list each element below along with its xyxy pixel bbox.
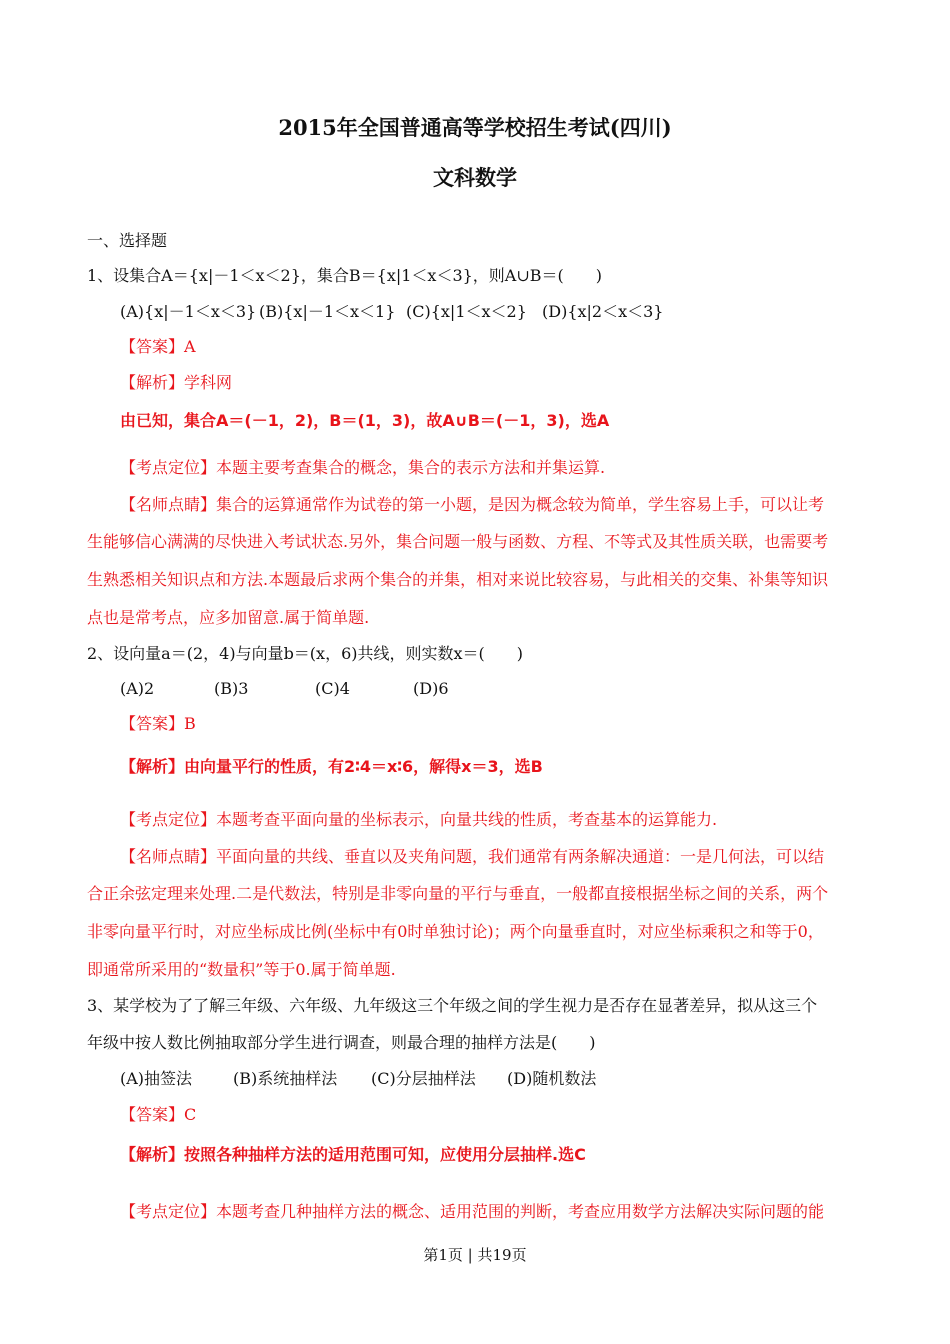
question-1-analysis: 由已知，集合A＝(－1，2)，B＝(1，3)，故A∪B＝(－1，3)，选A bbox=[120, 411, 610, 430]
question-2-option-b: (B)3 bbox=[214, 679, 249, 698]
question-1-comment-line: 生熟悉相关知识点和方法.本题最后求两个集合的并集，相对来说比较容易，与此相关的交集、补集等知识 bbox=[87, 570, 829, 589]
question-1-option-b: (B){x|－1＜x＜1} bbox=[259, 302, 396, 321]
question-1-option-a: (A){x|－1＜x＜3} bbox=[120, 302, 257, 321]
question-2-focus: 【考点定位】本题考查平面向量的坐标表示，向量共线的性质，考查基本的运算能力. bbox=[120, 810, 718, 829]
question-2-comment-line: 即通常所采用的“数量积”等于0.属于简单题. bbox=[87, 960, 396, 979]
question-2-option-c: (C)4 bbox=[315, 679, 350, 698]
question-1-answer: 【答案】A bbox=[120, 337, 196, 356]
question-3-option-a: (A)抽签法 bbox=[120, 1069, 193, 1088]
question-2-stem: 2、设向量a＝(2，4)与向量b＝(x，6)共线，则实数x＝( ) bbox=[87, 644, 524, 663]
question-3-option-b: (B)系统抽样法 bbox=[233, 1069, 338, 1088]
question-2-comment-line: 非零向量平行时，对应坐标成比例(坐标中有0时单独讨论)；两个向量垂直时，对应坐标乘积之和等于0， bbox=[87, 922, 824, 941]
question-2-option-a: (A)2 bbox=[120, 679, 155, 698]
question-1-comment-line: 点也是常考点，应多加留意.属于简单题. bbox=[87, 608, 370, 627]
question-2-comment-line: 【名师点睛】平面向量的共线、垂直以及夹角问题，我们通常有两条解决通道：一是几何法，可以结 bbox=[120, 847, 825, 866]
question-1-option-d: (D){x|2＜x＜3} bbox=[542, 302, 664, 321]
question-2-answer: 【答案】B bbox=[120, 714, 196, 733]
question-1-focus: 【考点定位】本题主要考查集合的概念，集合的表示方法和并集运算. bbox=[120, 458, 606, 477]
document-subtitle: 文科数学 bbox=[433, 165, 517, 190]
question-2-analysis: 【解析】由向量平行的性质，有2∶4＝x∶6，解得x＝3，选B bbox=[120, 757, 543, 776]
page-footer: 第1页 | 共19页 bbox=[423, 1246, 527, 1264]
question-1-comment-line: 【名师点睛】集合的运算通常作为试卷的第一小题，是因为概念较为简单，学生容易上手，可以让考 bbox=[120, 495, 825, 514]
question-3-stem-line: 3、某学校为了了解三年级、六年级、九年级这三个年级之间的学生视力是否存在显著差异，拟从这三个 bbox=[87, 996, 818, 1015]
question-2-comment-line: 合正余弦定理来处理.二是代数法，特别是非零向量的平行与垂直，一般都直接根据坐标之间的关系，两个 bbox=[87, 884, 829, 903]
question-1-comment-line: 生能够信心满满的尽快进入考试状态.另外，集合问题一般与函数、方程、不等式及其性质关联，也需要考 bbox=[87, 532, 829, 551]
question-3-option-c: (C)分层抽样法 bbox=[371, 1069, 476, 1088]
question-1-stem: 1、设集合A＝{x|－1＜x＜2}，集合B＝{x|1＜x＜3}，则A∪B＝( ) bbox=[87, 266, 603, 285]
document-title: 2015年全国普通高等学校招生考试(四川) bbox=[278, 115, 672, 140]
section-heading: 一、选择题 bbox=[87, 231, 168, 250]
question-3-focus: 【考点定位】本题考查几种抽样方法的概念、适用范围的判断，考查应用数学方法解决实际问题的能 bbox=[120, 1202, 825, 1221]
question-3-option-d: (D)随机数法 bbox=[507, 1069, 597, 1088]
question-3-answer: 【答案】C bbox=[120, 1105, 197, 1124]
question-2-option-d: (D)6 bbox=[413, 679, 449, 698]
question-3-stem-line: 年级中按人数比例抽取部分学生进行调查，则最合理的抽样方法是( ) bbox=[87, 1033, 596, 1052]
question-1-option-c: (C){x|1＜x＜2} bbox=[406, 302, 527, 321]
question-3-analysis: 【解析】按照各种抽样方法的适用范围可知，应使用分层抽样.选C bbox=[120, 1145, 586, 1164]
question-1-analysis-label: 【解析】学科网 bbox=[120, 373, 233, 392]
